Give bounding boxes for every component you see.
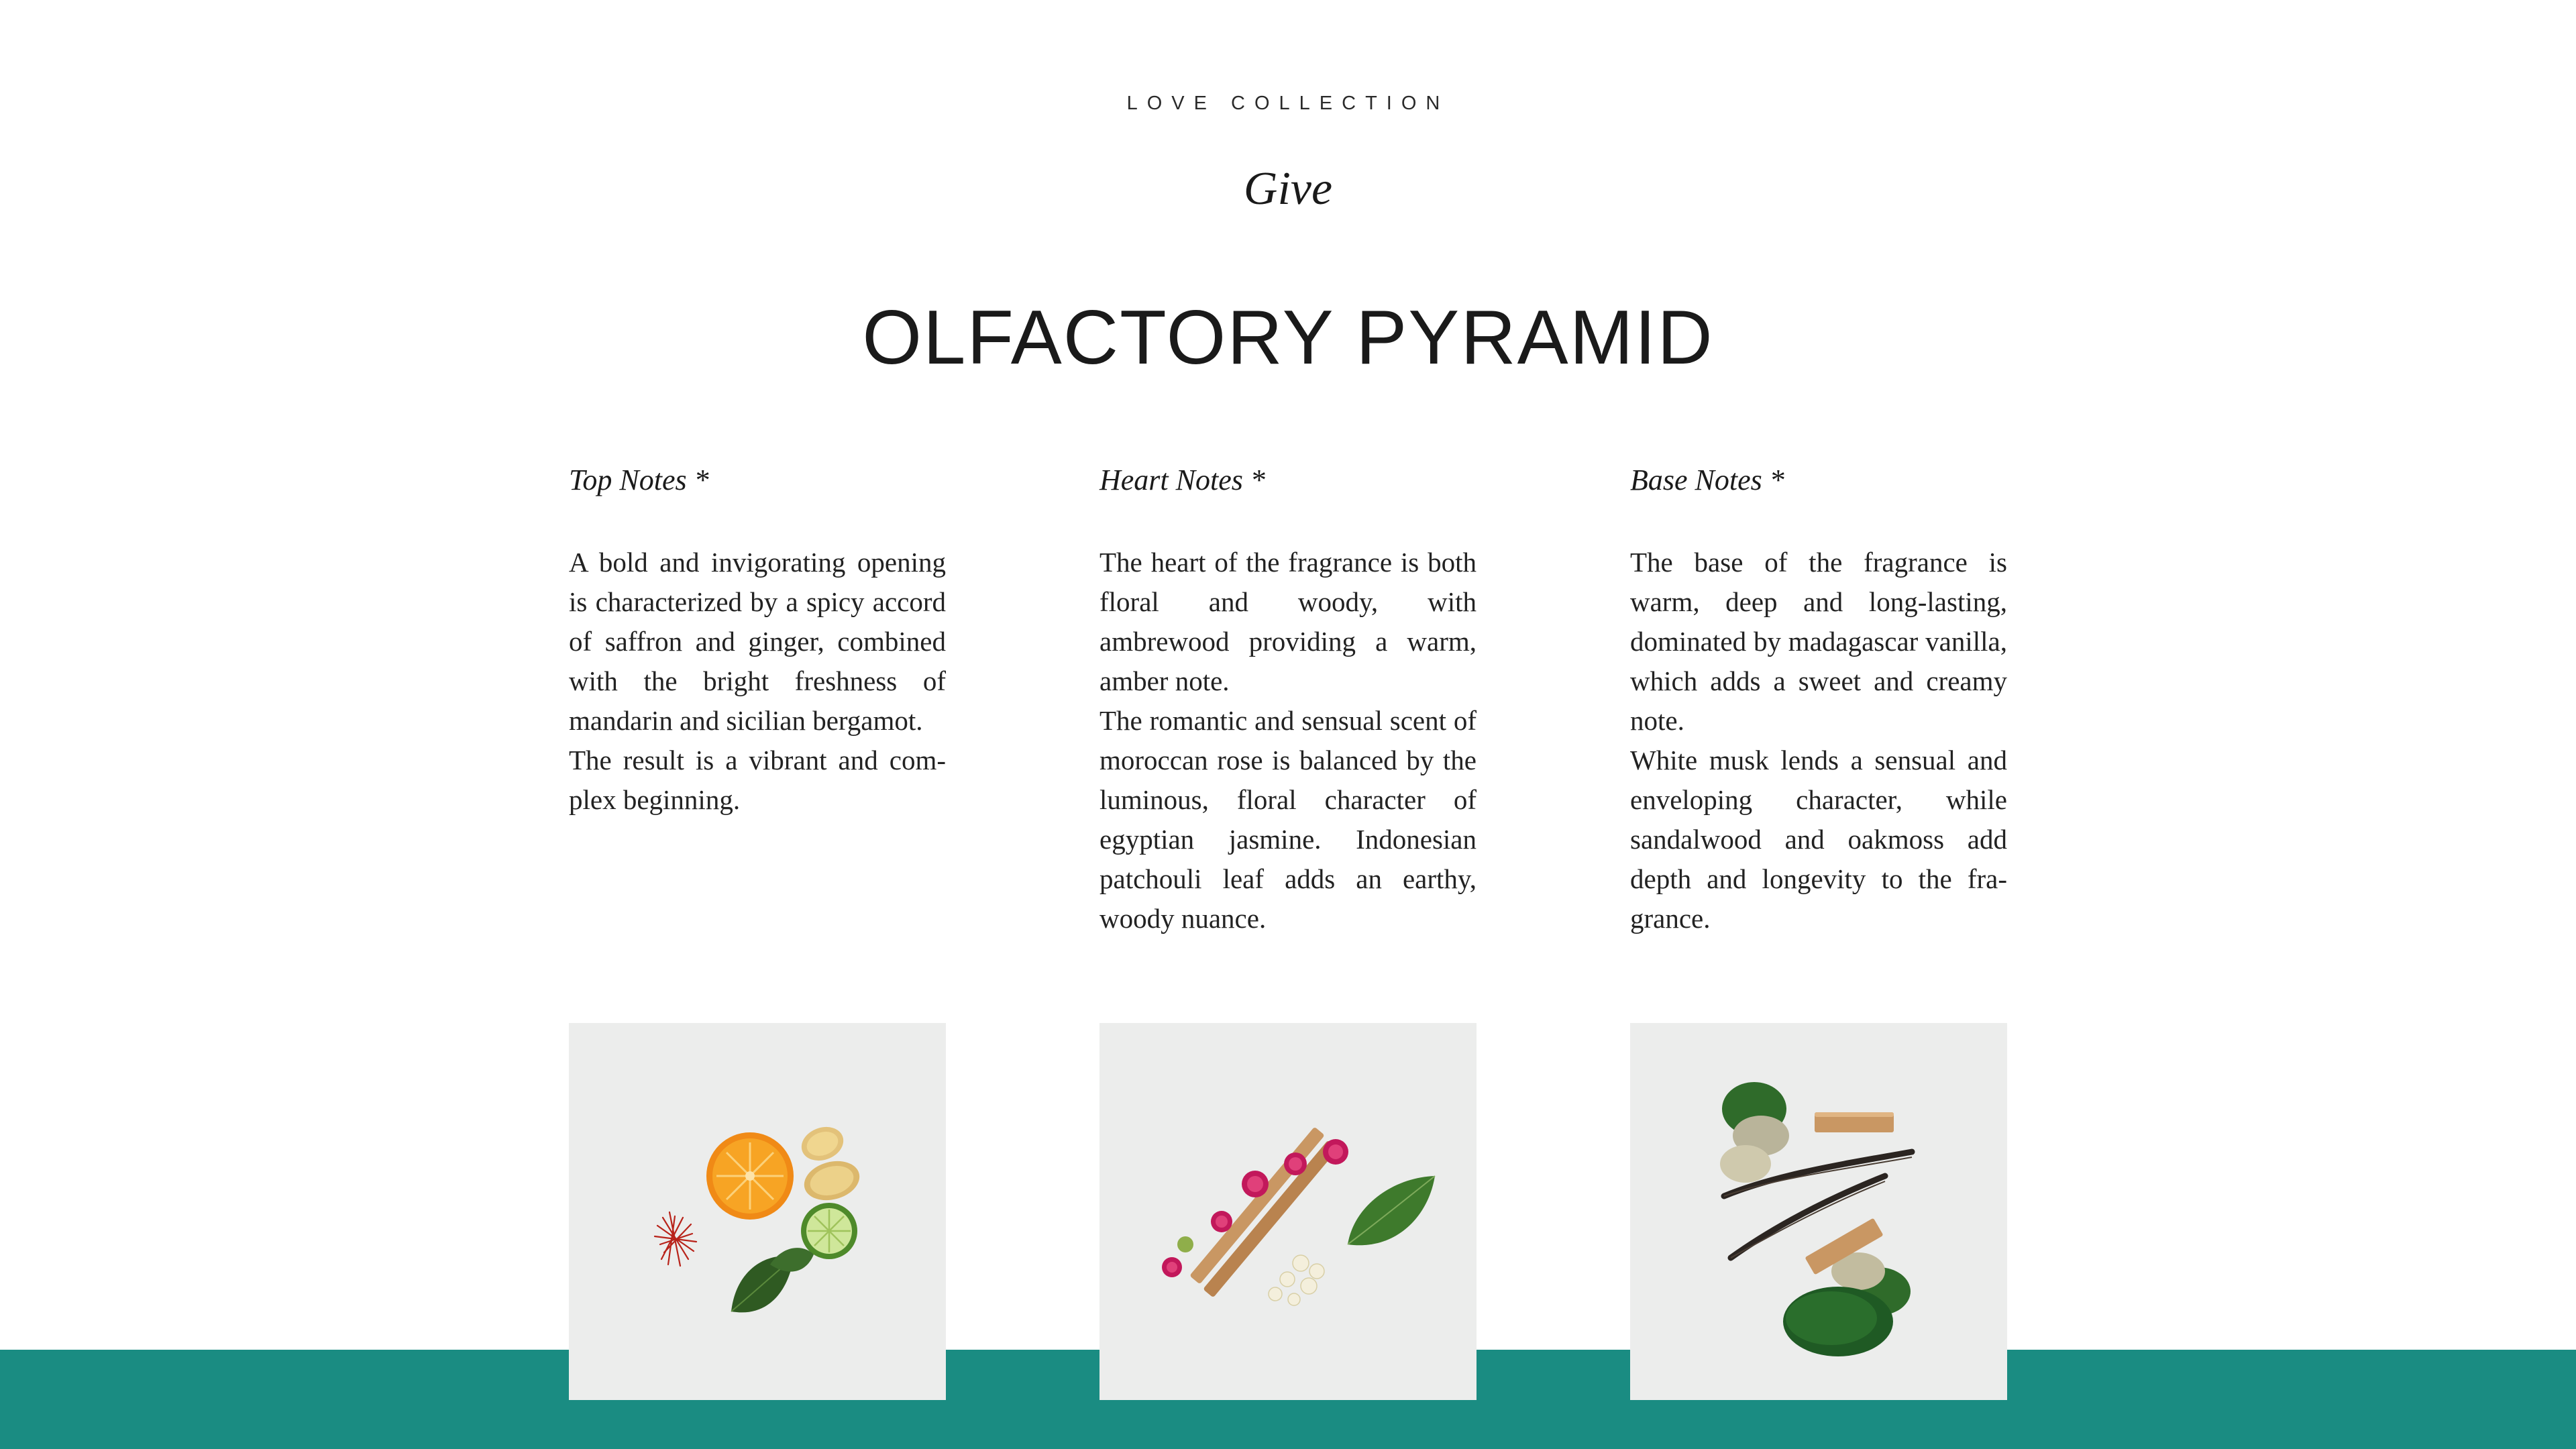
vanilla-sandalwood-moss-icon xyxy=(1630,1023,2007,1400)
base-notes-paragraph: The base of the fragrance is warm, deep and long-lasting, dominated by madagascar vanilla, which adds a sweet and creamy note. xyxy=(1630,547,2007,736)
top-notes-heading: Top Notes * xyxy=(569,464,709,496)
heart-notes-image xyxy=(1099,1023,1477,1400)
page-title: OLFACTORY PYRAMID xyxy=(862,295,1714,380)
top-notes-image xyxy=(569,1023,946,1400)
heart-notes-paragraph: The romantic and sensual scent of moroccan rose is balanced by the luminous, floral character of egyptian jasmine. Indonesian patchouli leaf adds an earthy, woody nuance. xyxy=(1099,705,1477,934)
base-notes-image xyxy=(1630,1023,2007,1400)
base-notes-description xyxy=(1630,543,2007,938)
top-notes-paragraph: A bold and invigorating opening is characterized by a spicy accord of saffron and ginger, combined with the bright freshness of mandarin and sicilian bergamot. xyxy=(569,547,946,736)
heart-notes-paragraph: The heart of the fragrance is both floral and woody, with ambrewood providing a warm, amber note. xyxy=(1099,547,1477,696)
heart-notes-heading: Heart Notes * xyxy=(1099,464,1265,496)
heart-notes-description xyxy=(1099,543,1477,938)
top-notes-paragraph: The result is a vibrant and complex beginning. xyxy=(569,745,946,815)
rose-jasmine-wood-icon xyxy=(1099,1023,1477,1400)
base-notes-heading: Base Notes * xyxy=(1630,464,1784,496)
saffron-ginger-citrus-icon xyxy=(569,1023,946,1400)
top-notes-description xyxy=(569,543,946,820)
base-notes-paragraph: White musk lends a sensual and enveloping character, while sandalwood and oakmoss add depth and longevity to the fragrance. xyxy=(1630,745,2007,934)
heart-notes-column xyxy=(1099,463,1477,938)
collection-label: LOVE COLLECTION xyxy=(1126,93,1450,114)
product-name: Give xyxy=(1243,163,1333,215)
base-notes-column xyxy=(1630,463,2007,938)
top-notes-column xyxy=(569,463,946,820)
